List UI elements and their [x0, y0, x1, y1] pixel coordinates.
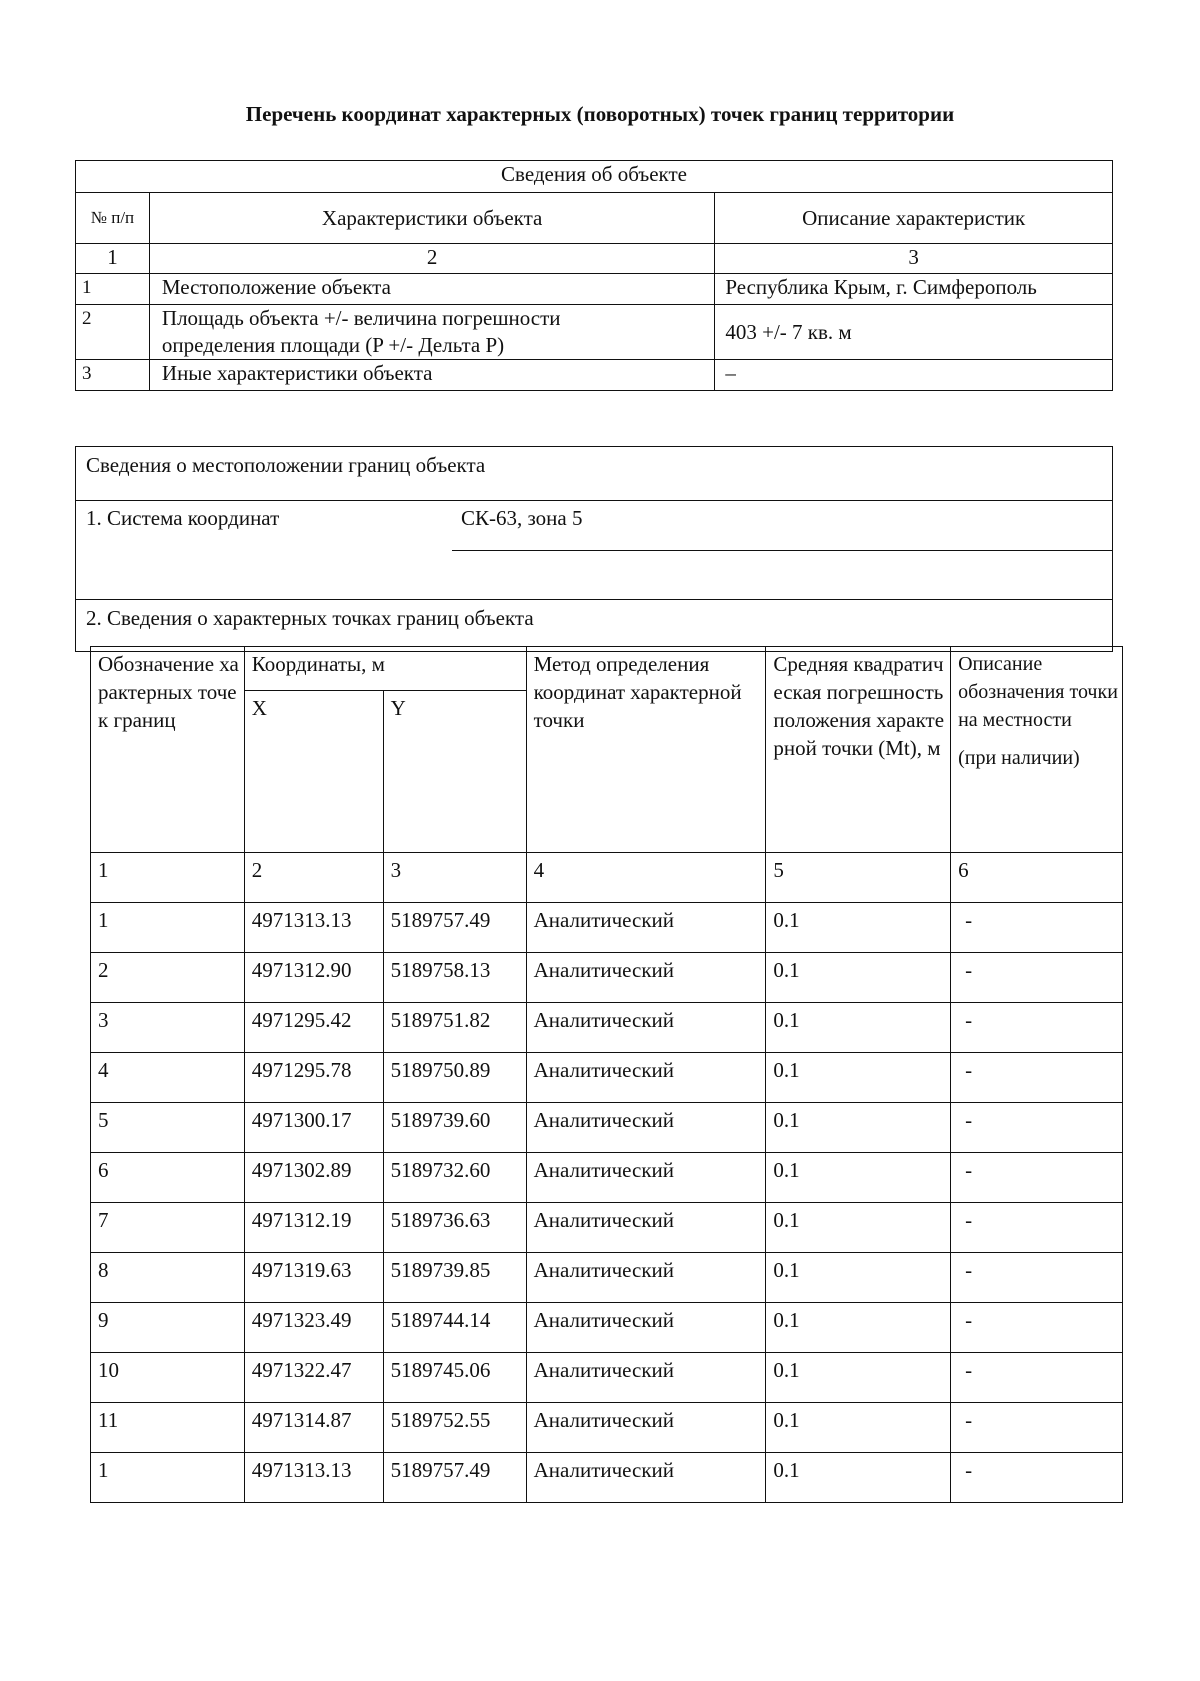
point-mt: 0.1: [766, 1003, 951, 1053]
point-mt: 0.1: [766, 1153, 951, 1203]
col-desc-label: Описание обозначения точки на местности: [958, 653, 1118, 731]
row-description: –: [715, 360, 1113, 391]
point-desc: -: [951, 1353, 1123, 1403]
point-mt: 0.1: [766, 1453, 951, 1503]
col-x-header: X: [244, 691, 383, 853]
point-x: 4971319.63: [244, 1253, 383, 1303]
point-x: 4971322.47: [244, 1353, 383, 1403]
col-y-header: Y: [383, 691, 526, 853]
col-error-header: Средняя квадратическая погрешность положения характерной точки (Mt), м: [766, 647, 951, 853]
point-method: Аналитический: [526, 1403, 766, 1453]
table-row: [76, 305, 1113, 360]
index-cell: 2: [244, 853, 383, 903]
point-desc: -: [951, 1453, 1123, 1503]
point-number: 7: [91, 1203, 245, 1253]
point-y: 5189732.60: [383, 1153, 526, 1203]
row-number: 3: [76, 360, 150, 391]
point-y: 5189758.13: [383, 953, 526, 1003]
col-char-header: Характеристики объекта: [149, 193, 714, 244]
row-description: 403 +/- 7 кв. м: [715, 305, 1113, 360]
point-number: 2: [91, 953, 245, 1003]
coordinate-system-value: СК-63, зона 5: [461, 506, 583, 530]
point-x: 4971312.90: [244, 953, 383, 1003]
point-method: Аналитический: [526, 1353, 766, 1403]
index-cell: 6: [951, 853, 1123, 903]
point-method: Аналитический: [526, 1253, 766, 1303]
point-method: Аналитический: [526, 1453, 766, 1503]
point-x: 4971295.78: [244, 1053, 383, 1103]
point-y: 5189739.85: [383, 1253, 526, 1303]
point-desc: -: [951, 903, 1123, 953]
row-number: 1: [76, 274, 150, 305]
point-mt: 0.1: [766, 1353, 951, 1403]
table-row: [91, 953, 1123, 1003]
table-row: [91, 1403, 1123, 1453]
index-cell: 1: [91, 853, 245, 903]
point-y: 5189751.82: [383, 1003, 526, 1053]
point-desc: -: [951, 953, 1123, 1003]
point-y: 5189736.63: [383, 1203, 526, 1253]
point-method: Аналитический: [526, 1203, 766, 1253]
point-desc: -: [951, 1303, 1123, 1353]
table-row: [91, 1253, 1123, 1303]
point-x: 4971302.89: [244, 1153, 383, 1203]
point-number: 11: [91, 1403, 245, 1453]
point-x: 4971312.19: [244, 1203, 383, 1253]
point-method: Аналитический: [526, 1003, 766, 1053]
point-method: Аналитический: [526, 1053, 766, 1103]
col-desc-header: Описание характеристик: [715, 193, 1113, 244]
object-info-table: [75, 160, 1113, 391]
point-desc: -: [951, 1253, 1123, 1303]
table-row: [91, 1103, 1123, 1153]
point-y: 5189757.49: [383, 1453, 526, 1503]
point-desc: -: [951, 1103, 1123, 1153]
page-title: Перечень координат характерных (поворотных) точек границ территории: [245, 102, 955, 126]
row-description: Республика Крым, г. Симферополь: [715, 274, 1113, 305]
point-number: 10: [91, 1353, 245, 1403]
index-cell: 4: [526, 853, 766, 903]
object-info-header: Сведения об объекте: [76, 161, 1113, 193]
point-desc: -: [951, 1403, 1123, 1453]
points-table: [90, 646, 1123, 1503]
table-row: [76, 274, 1113, 305]
point-number: 3: [91, 1003, 245, 1053]
coordinate-system-label: 1. Система координат: [86, 506, 280, 530]
point-number: 8: [91, 1253, 245, 1303]
point-mt: 0.1: [766, 1053, 951, 1103]
point-mt: 0.1: [766, 1303, 951, 1353]
table-row: [91, 1203, 1123, 1253]
index-cell: 3: [383, 853, 526, 903]
point-x: 4971300.17: [244, 1103, 383, 1153]
row-characteristic: Иные характеристики объекта: [149, 360, 714, 391]
borders-header: Сведения о местоположении границ объекта: [76, 447, 1113, 501]
col-num-header: № п/п: [76, 193, 150, 244]
point-x: 4971314.87: [244, 1403, 383, 1453]
index-cell: 1: [76, 244, 150, 274]
index-cell: 5: [766, 853, 951, 903]
table-row: [91, 1053, 1123, 1103]
row-characteristic: Площадь объекта +/- величина погрешности определения площади (P +/- Дельта P): [149, 305, 714, 360]
point-mt: 0.1: [766, 903, 951, 953]
point-y: 5189744.14: [383, 1303, 526, 1353]
table-row: [91, 1303, 1123, 1353]
point-number: 4: [91, 1053, 245, 1103]
point-number: 9: [91, 1303, 245, 1353]
table-row: [91, 1153, 1123, 1203]
table-row: [91, 1353, 1123, 1403]
point-method: Аналитический: [526, 1103, 766, 1153]
point-mt: 0.1: [766, 1253, 951, 1303]
borders-info-table: [75, 446, 1113, 652]
col-coords-header: Координаты, м: [244, 647, 526, 691]
point-y: 5189757.49: [383, 903, 526, 953]
point-desc: -: [951, 1003, 1123, 1053]
col-method-header: Метод определения координат характерной точки: [526, 647, 766, 853]
point-x: 4971313.13: [244, 903, 383, 953]
point-y: 5189752.55: [383, 1403, 526, 1453]
point-mt: 0.1: [766, 953, 951, 1003]
point-y: 5189745.06: [383, 1353, 526, 1403]
points-header: 2. Сведения о характерных точках границ объекта: [76, 600, 1113, 652]
index-cell: 2: [149, 244, 714, 274]
row-characteristic: Местоположение объекта: [149, 274, 714, 305]
point-mt: 0.1: [766, 1103, 951, 1153]
point-number: 6: [91, 1153, 245, 1203]
point-desc: -: [951, 1203, 1123, 1253]
point-method: Аналитический: [526, 953, 766, 1003]
point-number: 5: [91, 1103, 245, 1153]
coordinate-system-row: [76, 501, 1113, 600]
point-x: 4971323.49: [244, 1303, 383, 1353]
col-desc-header: [951, 647, 1123, 853]
table-row: [91, 903, 1123, 953]
underline: [452, 550, 1112, 551]
col-desc-note: (при наличии): [958, 747, 1080, 769]
point-desc: -: [951, 1153, 1123, 1203]
col-designation-header: Обозначение характерных точек границ: [91, 647, 245, 853]
point-method: Аналитический: [526, 1153, 766, 1203]
index-cell: 3: [715, 244, 1113, 274]
point-number: 1: [91, 903, 245, 953]
table-row: [76, 360, 1113, 391]
point-y: 5189739.60: [383, 1103, 526, 1153]
point-method: Аналитический: [526, 1303, 766, 1353]
point-number: 1: [91, 1453, 245, 1503]
point-method: Аналитический: [526, 903, 766, 953]
row-number: 2: [76, 305, 150, 360]
point-x: 4971313.13: [244, 1453, 383, 1503]
point-desc: -: [951, 1053, 1123, 1103]
table-row: [91, 1003, 1123, 1053]
point-y: 5189750.89: [383, 1053, 526, 1103]
point-x: 4971295.42: [244, 1003, 383, 1053]
table-row: [91, 1453, 1123, 1503]
point-mt: 0.1: [766, 1203, 951, 1253]
point-mt: 0.1: [766, 1403, 951, 1453]
